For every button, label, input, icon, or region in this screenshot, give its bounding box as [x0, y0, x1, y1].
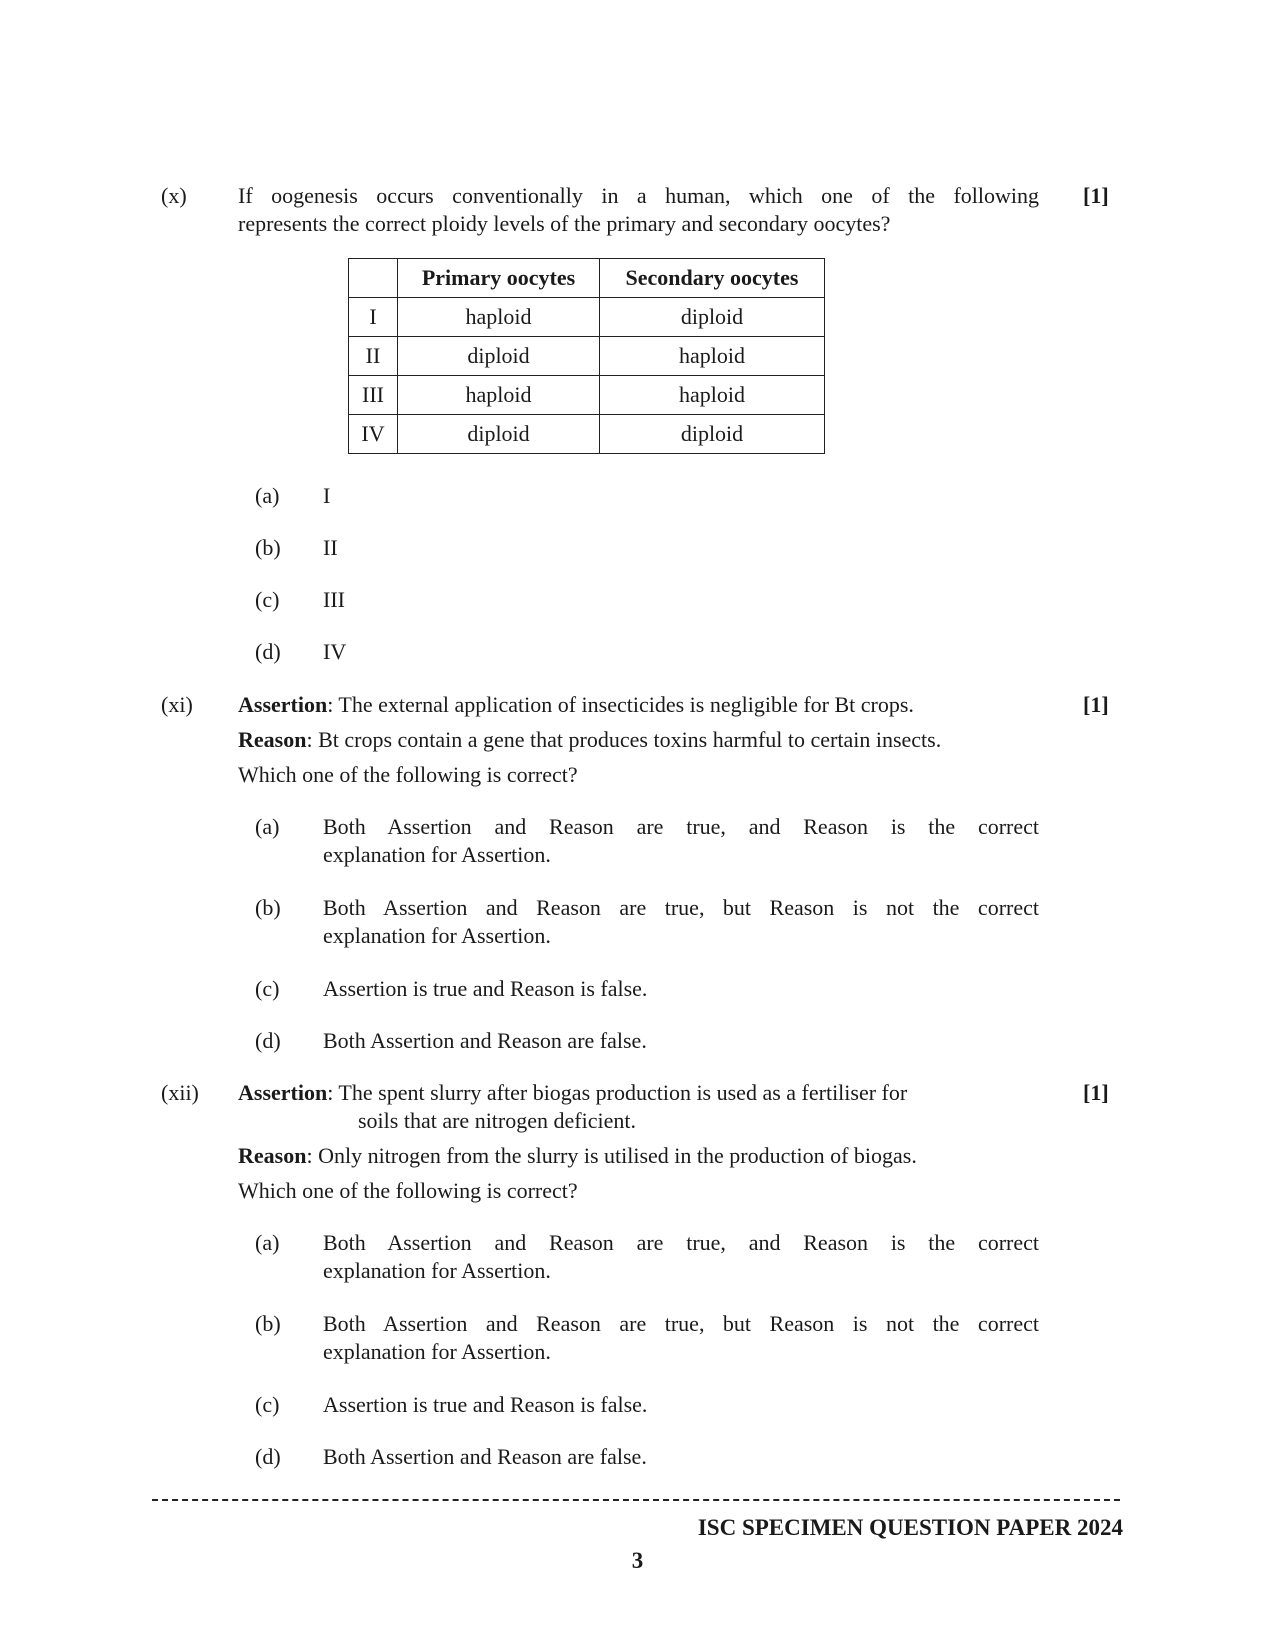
- table-header-cell: [349, 259, 398, 298]
- option-text-line: Both Assertion and Reason are false.: [323, 1444, 647, 1469]
- table-cell: haploid: [398, 298, 600, 337]
- table-row: [349, 376, 825, 415]
- table-cell: III: [349, 376, 398, 415]
- option-label: (b): [255, 895, 281, 920]
- option-label: (c): [255, 1392, 280, 1417]
- table-cell: haploid: [398, 376, 600, 415]
- assertion-text: : The spent slurry after biogas production is used as a fertiliser for: [327, 1080, 908, 1105]
- question-number: (xi): [161, 692, 193, 717]
- option-text-line: Both Assertion and Reason are false.: [323, 1028, 647, 1053]
- option-text-line: Both Assertion and Reason are true, but Reason is not the correct: [323, 1311, 1039, 1336]
- table-cell: I: [349, 298, 398, 337]
- question-prompt: Which one of the following is correct?: [238, 762, 578, 787]
- reason-label: Reason: [238, 727, 307, 752]
- option-label: (d): [255, 1028, 281, 1053]
- marks-badge: [1]: [1083, 1080, 1109, 1105]
- option-text: II: [323, 535, 338, 560]
- reason-line: [238, 727, 941, 753]
- question-prompt: Which one of the following is correct?: [238, 1178, 578, 1203]
- option-text-line: Both Assertion and Reason are true, and Reason is the correct: [323, 1230, 1039, 1255]
- option-text-line: Both Assertion and Reason are true, but Reason is not the correct: [323, 895, 1039, 920]
- assertion-text: : The external application of insecticides is negligible for Bt crops.: [327, 692, 914, 717]
- footer-divider: [152, 1499, 1120, 1501]
- option-label: (d): [255, 639, 281, 664]
- marks-badge: [1]: [1083, 692, 1109, 717]
- table-row: [349, 415, 825, 454]
- table-row: [349, 298, 825, 337]
- option-text: IV: [323, 639, 347, 664]
- option-label: (c): [255, 976, 280, 1001]
- option-label: (a): [255, 814, 280, 839]
- marks-badge: [1]: [1083, 183, 1109, 208]
- assertion-label: Assertion: [238, 1080, 328, 1105]
- table-cell: diploid: [398, 337, 600, 376]
- option-text-line: Assertion is true and Reason is false.: [323, 1392, 648, 1417]
- table-cell: haploid: [600, 337, 825, 376]
- table-cell: diploid: [600, 298, 825, 337]
- assertion-line: [238, 1080, 907, 1106]
- option-text-line: explanation for Assertion.: [323, 1258, 551, 1283]
- option-text-line: Assertion is true and Reason is false.: [323, 976, 648, 1001]
- reason-text: : Bt crops contain a gene that produces toxins harmful to certain insects.: [306, 727, 942, 752]
- assertion-line: [238, 692, 914, 718]
- option-label: (a): [255, 1230, 280, 1255]
- option-text-line: explanation for Assertion.: [323, 1339, 551, 1364]
- option-label: (d): [255, 1444, 281, 1469]
- table-header-row: [349, 259, 825, 298]
- question-text-line: represents the correct ploidy levels of the primary and secondary oocytes?: [238, 211, 891, 236]
- table-cell: diploid: [398, 415, 600, 454]
- option-text: III: [323, 587, 345, 612]
- table-header-cell: Secondary oocytes: [600, 259, 825, 298]
- option-text-line: explanation for Assertion.: [323, 842, 551, 867]
- table-cell: II: [349, 337, 398, 376]
- table-header-cell: Primary oocytes: [398, 259, 600, 298]
- option-text: I: [323, 483, 331, 508]
- option-text-line: Both Assertion and Reason are true, and Reason is the correct: [323, 814, 1039, 839]
- option-label: (b): [255, 1311, 281, 1336]
- table-cell: IV: [349, 415, 398, 454]
- ploidy-table: [348, 258, 825, 454]
- option-label: (b): [255, 535, 281, 560]
- assertion-continuation: soils that are nitrogen deficient.: [358, 1108, 636, 1133]
- option-label: (a): [255, 483, 280, 508]
- reason-text: : Only nitrogen from the slurry is utilised in the production of biogas.: [306, 1143, 917, 1168]
- table-row: [349, 337, 825, 376]
- reason-label: Reason: [238, 1143, 307, 1168]
- table-cell: diploid: [600, 415, 825, 454]
- option-text-line: explanation for Assertion.: [323, 923, 551, 948]
- option-label: (c): [255, 587, 280, 612]
- page-number: 3: [631, 1548, 644, 1573]
- footer-title: ISC SPECIMEN QUESTION PAPER 2024: [697, 1515, 1123, 1540]
- reason-line: [238, 1143, 917, 1169]
- question-number: (x): [161, 183, 187, 208]
- question-number: (xii): [161, 1080, 199, 1105]
- table-cell: haploid: [600, 376, 825, 415]
- question-text-line: If oogenesis occurs conventionally in a human, which one of the following: [238, 183, 1039, 208]
- assertion-label: Assertion: [238, 692, 328, 717]
